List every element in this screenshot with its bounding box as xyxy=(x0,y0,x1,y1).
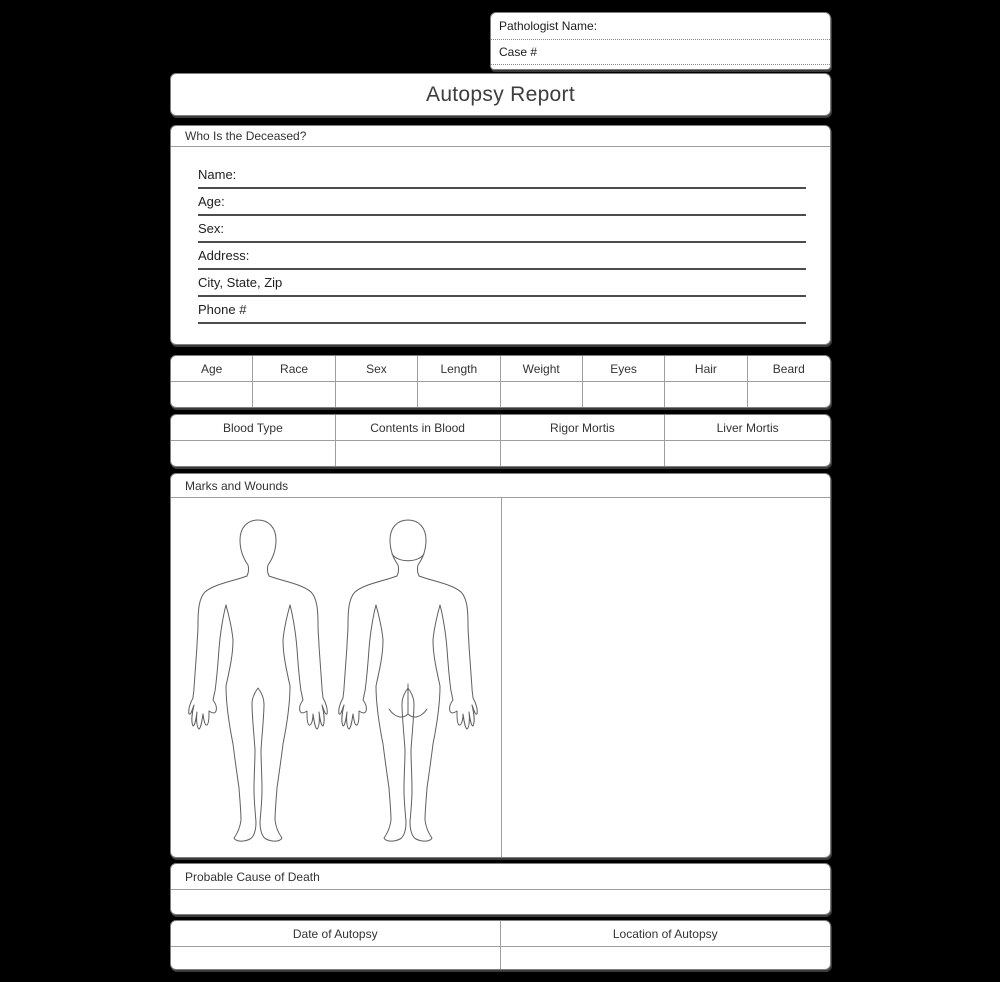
age-label: Age: xyxy=(198,194,225,209)
address-label: Address: xyxy=(198,248,250,263)
rigor-mortis-cell[interactable] xyxy=(501,441,666,466)
header-age: Age xyxy=(171,356,253,382)
cause-of-death-section xyxy=(170,863,831,915)
blood-type-cell[interactable] xyxy=(171,441,336,466)
beard-cell[interactable] xyxy=(748,382,830,407)
header-location-of-autopsy: Location of Autopsy xyxy=(501,921,831,947)
address-field[interactable] xyxy=(198,243,806,270)
body-front-outline xyxy=(187,516,329,853)
city-state-zip-label: City, State, Zip xyxy=(198,275,283,290)
pathologist-case-box xyxy=(490,12,831,70)
header-eyes: Eyes xyxy=(583,356,665,382)
deceased-fields xyxy=(171,147,830,324)
header-beard: Beard xyxy=(748,356,830,382)
postmortem-table xyxy=(170,414,831,467)
location-of-autopsy-cell[interactable] xyxy=(501,947,831,969)
city-state-zip-field[interactable] xyxy=(198,270,806,297)
phone-field[interactable] xyxy=(198,297,806,324)
header-date-of-autopsy: Date of Autopsy xyxy=(171,921,501,947)
sex-cell[interactable] xyxy=(336,382,418,407)
case-number-label: Case # xyxy=(499,45,538,59)
phone-label: Phone # xyxy=(198,302,247,317)
pathologist-name-label: Pathologist Name: xyxy=(499,19,598,33)
header-contents-in-blood: Contents in Blood xyxy=(336,415,501,441)
name-field[interactable] xyxy=(198,162,806,189)
header-liver-mortis: Liver Mortis xyxy=(665,415,830,441)
race-cell[interactable] xyxy=(253,382,335,407)
title-bar xyxy=(170,73,831,116)
cause-of-death-field[interactable] xyxy=(171,890,830,915)
marks-notes-area[interactable] xyxy=(502,498,830,857)
marks-section-heading: Marks and Wounds xyxy=(171,474,830,498)
cause-of-death-heading: Probable Cause of Death xyxy=(171,864,830,890)
physical-description-table xyxy=(170,355,831,408)
age-field[interactable] xyxy=(198,189,806,216)
header-hair: Hair xyxy=(665,356,747,382)
header-race: Race xyxy=(253,356,335,382)
header-weight: Weight xyxy=(501,356,583,382)
contents-in-blood-cell[interactable] xyxy=(336,441,501,466)
marks-and-wounds-section xyxy=(170,473,831,858)
length-cell[interactable] xyxy=(418,382,500,407)
sex-label: Sex: xyxy=(198,221,225,236)
page-title: Autopsy Report xyxy=(426,82,575,106)
age-cell[interactable] xyxy=(171,382,253,407)
body-back-outline xyxy=(337,516,479,853)
case-number-field[interactable] xyxy=(491,40,830,65)
sex-field[interactable] xyxy=(198,216,806,243)
hair-cell[interactable] xyxy=(665,382,747,407)
name-label: Name: xyxy=(198,167,237,182)
header-sex: Sex xyxy=(336,356,418,382)
header-blood-type: Blood Type xyxy=(171,415,336,441)
date-of-autopsy-cell[interactable] xyxy=(171,947,501,969)
pathologist-name-field[interactable] xyxy=(491,13,830,40)
header-length: Length xyxy=(418,356,500,382)
eyes-cell[interactable] xyxy=(583,382,665,407)
weight-cell[interactable] xyxy=(501,382,583,407)
deceased-section xyxy=(170,125,831,345)
header-rigor-mortis: Rigor Mortis xyxy=(501,415,666,441)
liver-mortis-cell[interactable] xyxy=(665,441,830,466)
deceased-section-heading: Who Is the Deceased? xyxy=(171,126,830,147)
autopsy-date-location-table xyxy=(170,920,831,970)
